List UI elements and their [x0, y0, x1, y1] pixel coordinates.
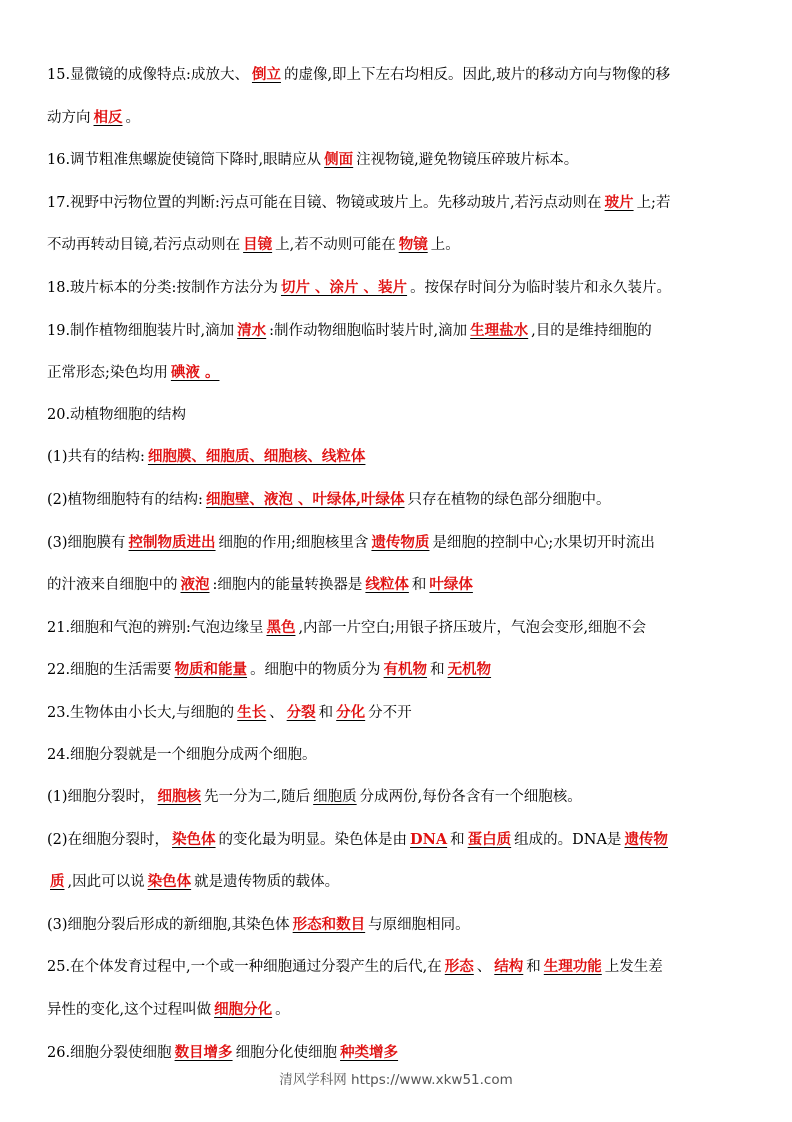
text-segment: 17.视野中污物位置的判断:污点可能在目镜、物镜或玻片上。先移动玻片,若污点动则在 — [47, 194, 602, 211]
text-line — [47, 352, 752, 395]
text-segment: 和 — [430, 662, 445, 679]
answer-blank: 细胞核 — [157, 788, 202, 806]
text-segment: (1)共有的结构: — [47, 449, 145, 466]
text-segment: 与原细胞相同。 — [368, 916, 470, 933]
answer-blank: 细胞壁、液泡 、叶绿体,叶绿体 — [205, 490, 405, 508]
text-segment: ,内部一片空白;用银子挤压玻片，气泡会变形,细胞不会 — [298, 619, 647, 636]
text-segment: 分不开 — [368, 704, 412, 721]
text-segment: 的汁液来自细胞中的 — [47, 577, 178, 594]
text-segment: 只存在植物的绿色部分细胞中。 — [407, 491, 611, 508]
answer-blank: 分化 — [336, 703, 366, 721]
text-line — [47, 479, 752, 522]
answer-blank: 物质和能量 — [174, 661, 248, 679]
text-line — [47, 776, 752, 819]
answer-blank: 遗传物质 — [371, 533, 430, 551]
answer-blank: 形态和数目 — [292, 915, 366, 933]
answer-blank: 有机物 — [383, 661, 428, 679]
text-segment: 和 — [450, 831, 465, 848]
answer-blank: 叶绿体 — [429, 576, 473, 594]
answer-blank: 切片 、涂片 、装片 — [280, 278, 408, 296]
answer-blank: 蛋白质 — [467, 830, 512, 848]
answer-blank: 细胞分化 — [214, 1001, 273, 1019]
text-line — [47, 564, 752, 607]
answer-blank: 细胞质 — [313, 789, 357, 806]
text-line — [47, 989, 752, 1032]
text-line — [47, 139, 752, 182]
text-segment: 就是遗传物质的载体。 — [194, 874, 340, 891]
text-line — [47, 182, 752, 225]
answer-blank: 清水 — [237, 321, 267, 339]
answer-blank: 染色体 — [172, 830, 216, 848]
text-line — [47, 735, 752, 777]
text-segment: 和 — [526, 959, 541, 976]
text-segment: (3)细胞分裂后形成的新细胞,其染色体 — [47, 916, 290, 933]
text-segment: (2)在细胞分裂时， — [47, 831, 170, 848]
answer-blank: 目镜 — [243, 236, 273, 254]
answer-blank: 生理盐水 — [470, 321, 529, 339]
text-segment: 和 — [318, 704, 334, 721]
text-segment: ,目的是维持细胞的 — [531, 322, 652, 339]
text-line — [47, 522, 752, 565]
text-line — [47, 224, 752, 267]
answer-blank: 相反 — [93, 108, 123, 126]
answer-blank: 倒立 — [251, 66, 281, 83]
text-segment: 24.细胞分裂就是一个细胞分成两个细胞。 — [47, 746, 317, 763]
text-segment: 是细胞的控制中心;水果切开时流出 — [432, 534, 655, 551]
text-segment: 和 — [411, 577, 427, 594]
text-line — [47, 267, 752, 310]
text-line — [47, 97, 752, 140]
text-segment: 上,若不动则可能在 — [275, 237, 396, 254]
text-segment: 15.显微镜的成像特点:成放大、 — [47, 67, 249, 83]
text-segment: :细胞内的能量转换器是 — [212, 577, 363, 594]
text-segment: 19.制作植物细胞装片时,滴加 — [47, 322, 235, 339]
text-segment: 22.细胞的生活需要 — [47, 662, 172, 679]
text-line — [47, 395, 752, 437]
text-segment: 正常形态;染色均用 — [47, 365, 168, 382]
answer-blank: 分裂 — [286, 703, 316, 721]
answer-blank: 染色体 — [147, 873, 192, 891]
answer-blank: 质 — [50, 873, 65, 891]
answer-blank: 结构 — [494, 958, 524, 976]
answer-blank: 玻片 — [604, 193, 634, 211]
answer-blank: 数目增多 — [174, 1043, 233, 1061]
text-segment: 16.调节粗准焦螺旋使镜筒下降时,眼睛应从 — [47, 152, 322, 169]
text-segment: 。 — [275, 1002, 290, 1019]
text-segment: 上。 — [430, 237, 460, 254]
text-segment: 25.在个体发育过程中,一个或一种细胞通过分裂产生的后代,在 — [47, 959, 442, 976]
text-line — [47, 861, 752, 904]
answer-blank: 生理功能 — [543, 958, 602, 976]
text-line — [47, 436, 752, 479]
text-line — [47, 649, 752, 692]
text-segment: 动方向 — [47, 109, 91, 126]
text-line — [47, 946, 752, 989]
text-line — [47, 310, 752, 353]
text-segment: 20.动植物细胞的结构 — [47, 406, 187, 423]
text-line — [47, 819, 752, 862]
text-segment: 注视物镜,避免物镜压碎玻片标本。 — [356, 152, 579, 169]
text-segment: 26.细胞分裂使细胞 — [47, 1044, 172, 1061]
document-body — [47, 54, 752, 1074]
text-segment: :制作动物细胞临时装片时,滴加 — [269, 322, 468, 339]
answer-blank: DNA — [410, 830, 448, 848]
text-segment: 不动再转动目镜,若污点动则在 — [47, 237, 241, 254]
answer-blank: 生长 — [237, 703, 267, 721]
text-segment: 分成两份,每份各含有一个细胞核。 — [359, 789, 582, 806]
answer-blank: 液泡 — [180, 576, 210, 594]
text-segment: 细胞分化使细胞 — [235, 1044, 338, 1061]
page-footer: 清风学科网 https://www.xkw51.com — [279, 1072, 513, 1088]
text-segment: 上发生差 — [604, 959, 663, 976]
text-line — [47, 904, 752, 947]
text-segment: 、 — [269, 704, 284, 721]
text-segment: (1)细胞分裂时， — [47, 789, 155, 806]
answer-blank: 细胞膜、细胞质、细胞核、线粒体 — [147, 448, 366, 466]
answer-blank: 黑色 — [266, 618, 296, 636]
answer-blank: 种类增多 — [340, 1043, 399, 1061]
text-segment: 21.细胞和气泡的辨别:气泡边缘呈 — [47, 619, 264, 636]
text-segment: 上;若 — [636, 194, 671, 211]
answer-blank: 物镜 — [398, 236, 428, 254]
answer-blank: 侧面 — [324, 151, 354, 169]
answer-blank: 碘液 。 — [170, 364, 220, 382]
text-segment: 异性的变化,这个过程叫做 — [47, 1002, 212, 1019]
text-segment: 细胞的作用;细胞核里含 — [218, 534, 369, 551]
text-segment: 的虚像,即上下左右均相反。因此,玻片的移动方向与物像的移 — [283, 67, 671, 83]
text-segment: 。细胞中的物质分为 — [250, 662, 381, 679]
text-segment: (3)细胞膜有 — [47, 534, 126, 551]
text-segment: 、 — [476, 959, 492, 976]
answer-blank: 遗传物 — [624, 830, 668, 848]
text-segment: ,因此可以说 — [67, 874, 145, 891]
text-segment: 。 — [125, 109, 140, 126]
text-segment: 的变化最为明显。染色体是由 — [218, 831, 408, 848]
answer-blank: 线粒体 — [365, 576, 409, 594]
answer-blank: 控制物质进出 — [128, 533, 216, 551]
text-line — [47, 692, 752, 735]
text-segment: 组成的。DNA是 — [514, 831, 622, 848]
text-line — [47, 54, 752, 97]
text-line — [47, 607, 752, 650]
text-segment: (2)植物细胞特有的结构: — [47, 491, 203, 508]
text-segment: 。按保存时间分为临时装片和永久装片。 — [410, 279, 672, 296]
text-segment: 先一分为二,随后 — [204, 789, 311, 806]
answer-blank: 形态 — [444, 958, 474, 976]
text-segment: 18.玻片标本的分类:按制作方法分为 — [47, 279, 278, 296]
answer-blank: 无机物 — [447, 661, 492, 679]
text-segment: 23.生物体由小长大,与细胞的 — [47, 704, 235, 721]
